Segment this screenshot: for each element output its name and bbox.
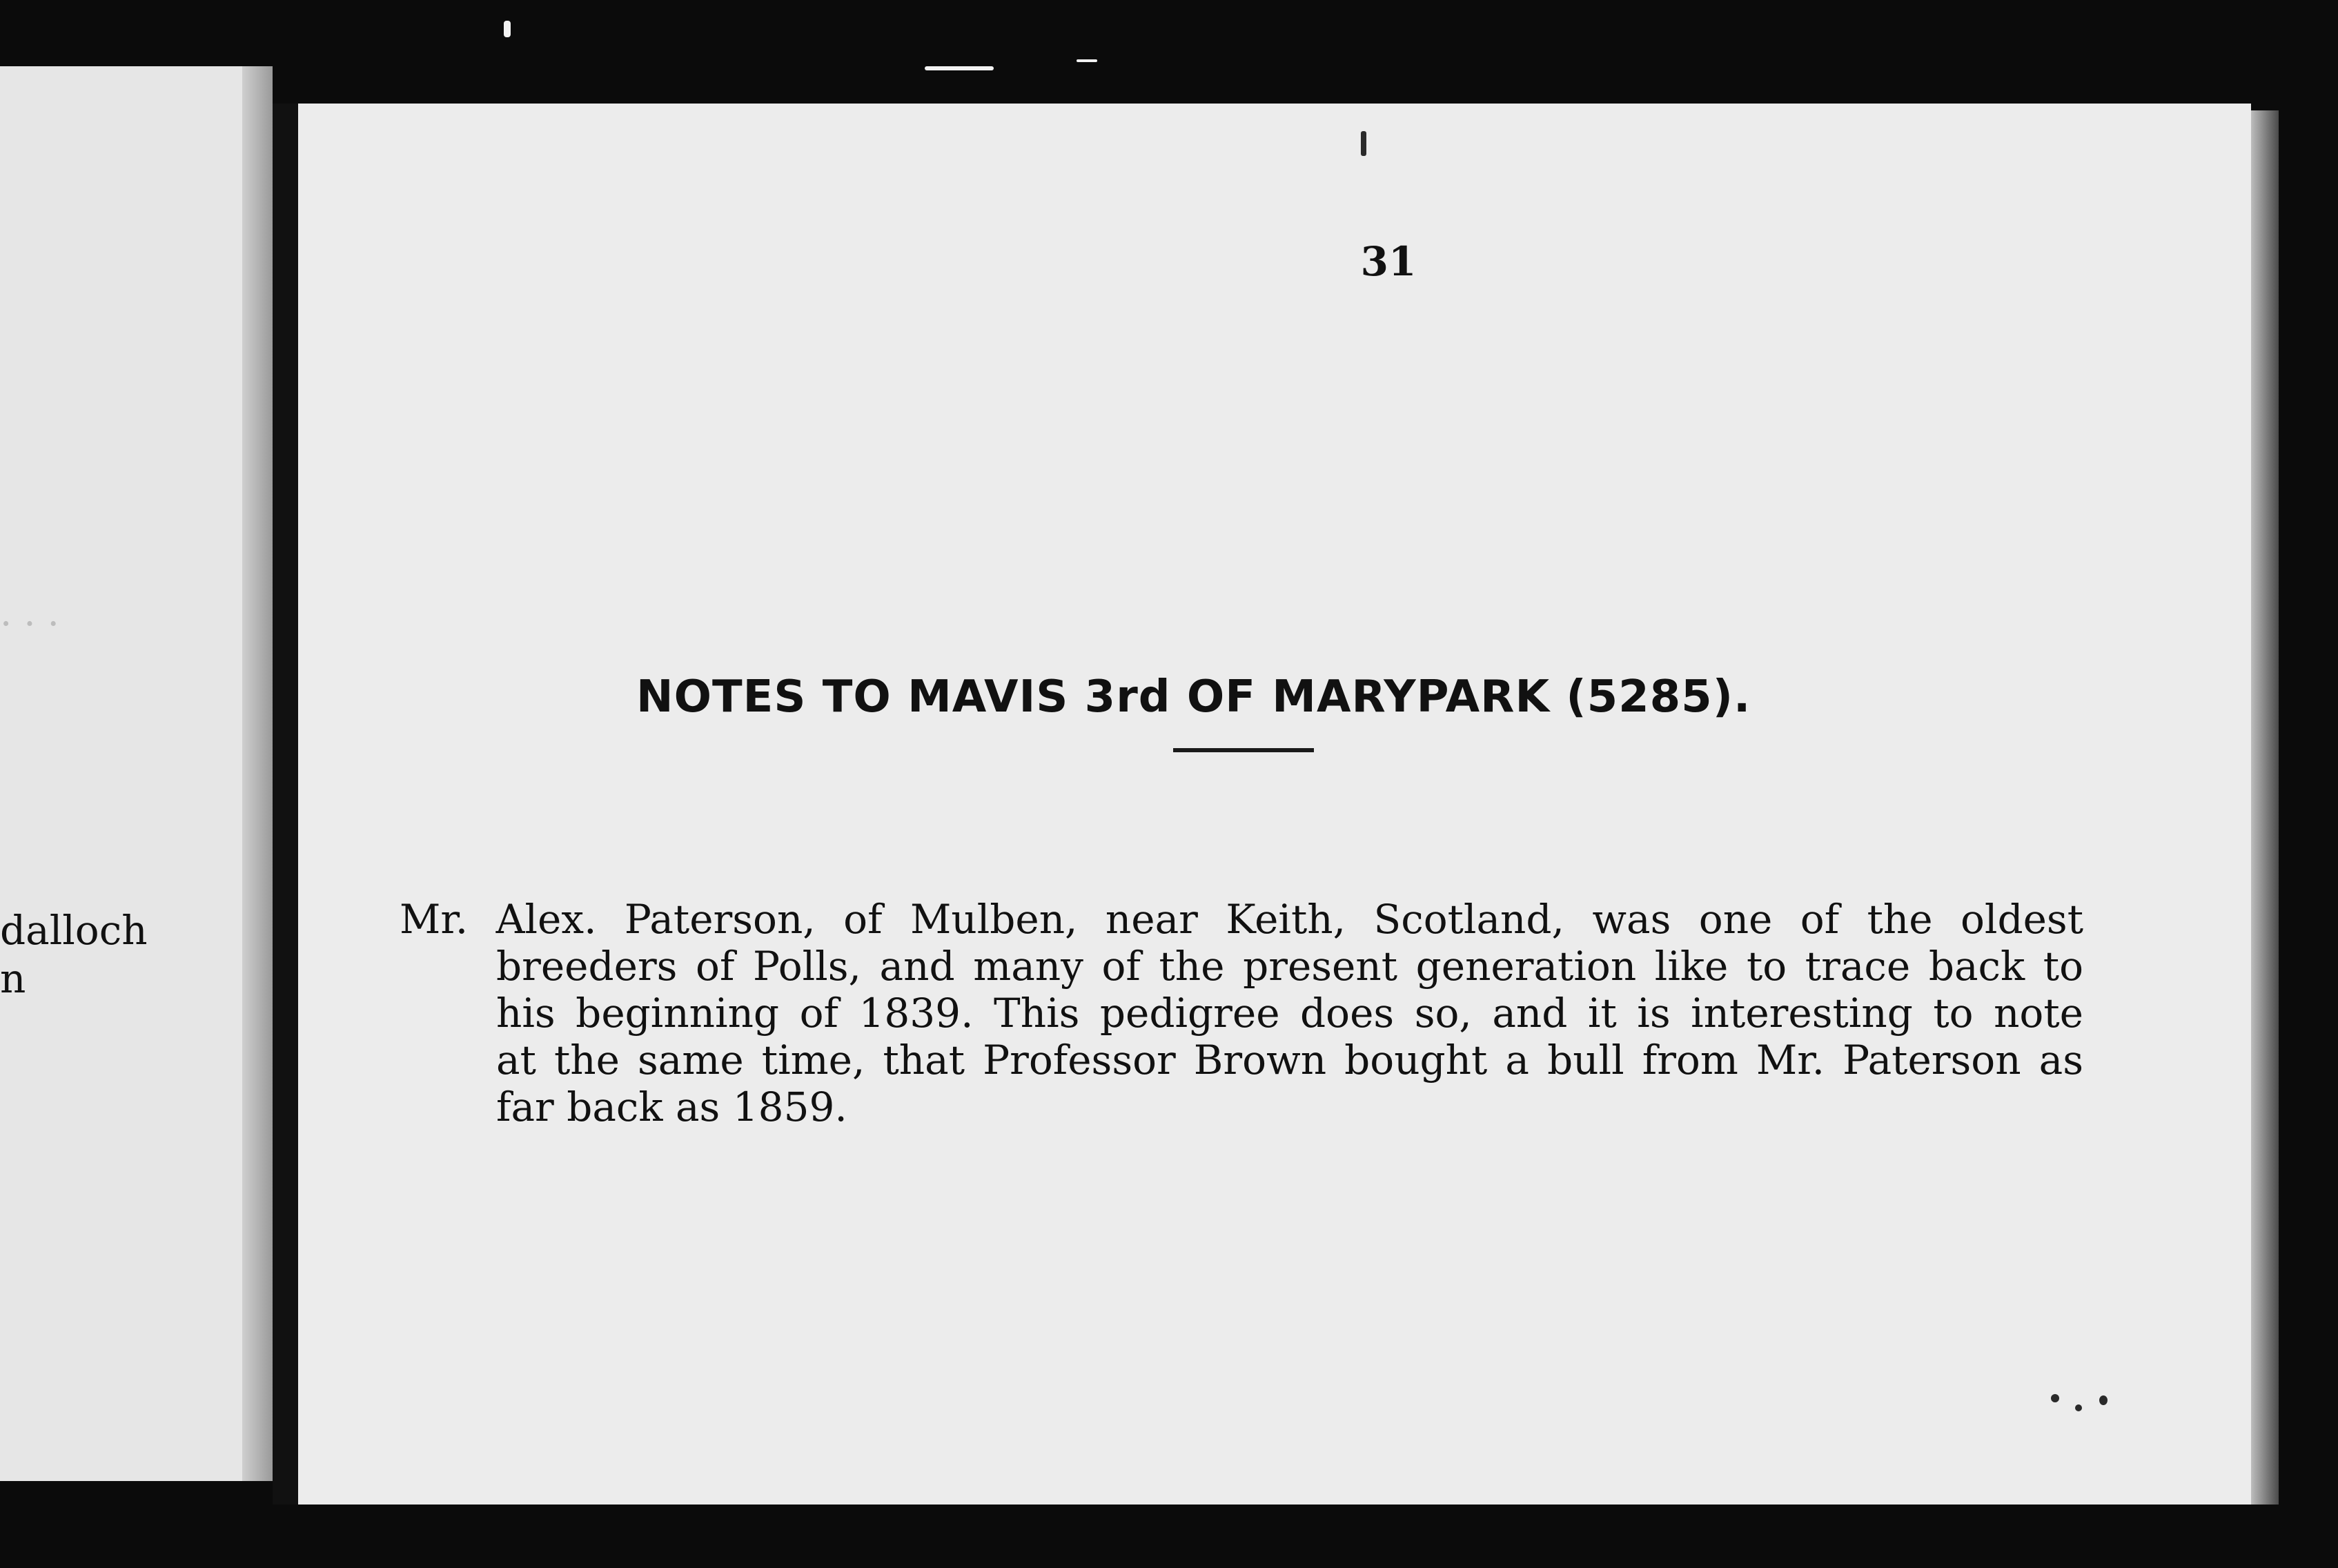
previous-page-edge: [242, 66, 273, 1481]
body-line: Mr. Alex. Paterson, of Mulben, near Keith, Scotland, was one of the oldest: [400, 896, 2083, 943]
scan-speck: [2099, 1395, 2108, 1405]
previous-page-text-fragment: n: [0, 955, 26, 1002]
scan-speck: [1077, 59, 1097, 62]
page-edge-shadow: [2251, 110, 2279, 1505]
body-line: at the same time, that Professor Brown bought a bull from Mr. Paterson as: [496, 1037, 2083, 1084]
heading-rule: [1173, 748, 1314, 752]
body-line: breeders of Polls, and many of the present generation like to trace back to: [496, 943, 2083, 990]
scan-speck: [925, 66, 994, 70]
scan-speck: [2075, 1404, 2082, 1411]
body-line: far back as 1859.: [496, 1084, 847, 1130]
previous-page-text-fragment: dalloch: [0, 907, 148, 954]
page-heading: NOTES TO MAVIS 3rd OF MARYPARK (5285).: [636, 671, 1751, 723]
scan-speck: [1361, 131, 1366, 156]
scan-speck: [504, 21, 511, 37]
previous-page-fragment: [0, 66, 273, 1481]
body-paragraph: [400, 896, 2083, 1130]
page-number: 31: [1360, 238, 1417, 285]
book-page: [298, 104, 2251, 1505]
scan-speck: [2051, 1394, 2059, 1402]
bleed-through-text: . . .: [0, 591, 59, 634]
book-gutter: [273, 104, 300, 1505]
body-line: his beginning of 1839. This pedigree does so, and it is interesting to note: [496, 990, 2083, 1037]
